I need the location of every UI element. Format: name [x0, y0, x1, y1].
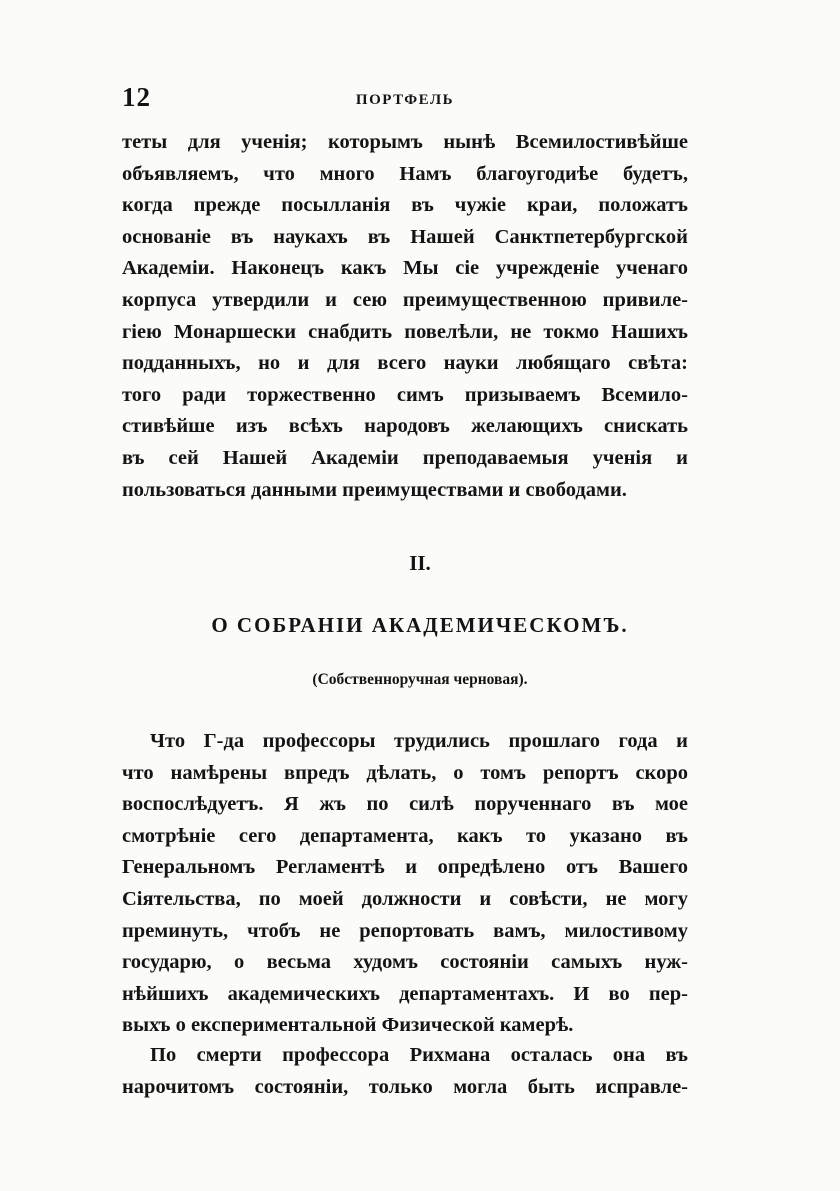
page-header [122, 82, 688, 122]
text-line: Академіи. Наконецъ какъ Мы сіе учрежденіе ученаго [122, 257, 688, 280]
paragraph-1 [122, 726, 688, 1042]
text-line: когда прежде посылланія въ чужіе краи, положатъ [122, 194, 688, 217]
text-line: подданныхъ, но и для всего науки любящаго свѣта: [122, 352, 688, 375]
text-line: нѣйшихъ академическихъ департаментахъ. И во пер- [122, 982, 688, 1005]
text-line: корпуса утвердили и сею преимущественною привиле- [122, 288, 688, 311]
text-line: теты для ученія; которымъ нынѣ Всемилостивѣйше [122, 131, 688, 153]
text-line: гіею Монаршески снабдить повелѣли, не токмо Нашихъ [122, 320, 688, 343]
text-line: стивѣйше изъ всѣхъ народовъ желающихъ снискать [122, 415, 688, 438]
text-line: воспослѣдуетъ. Я жъ по силѣ порученнаго въ мое [122, 793, 688, 816]
text-line: объявляемъ, что много Намъ благоугодиѣе будетъ, [122, 162, 688, 185]
text-line: преминуть, чтобъ не репортовать вамъ, милостивому [122, 919, 688, 942]
running-title: ПОРТФЕЛЬ [355, 92, 455, 108]
text-line: государю, о весьма худомъ состояніи самыхъ нуж- [122, 951, 688, 974]
text-line: пользоваться данными преимуществами и свободами. [122, 478, 627, 501]
text-line: Генеральномъ Регламентѣ и опредѣлено отъ Вашего [122, 856, 688, 879]
page-number: 12 [122, 82, 151, 112]
text-line: что намѣрены впредъ дѣлать, о томъ репортъ скоро [122, 761, 688, 784]
text-line: По смерти профессора Рихмана осталась она въ [150, 1044, 688, 1066]
section-subtitle: (Собственноручная черновая). [312, 671, 528, 688]
continuation-paragraph [122, 127, 688, 506]
paragraph-2 [122, 1040, 688, 1103]
text-line: выхъ о експериментальной Физической камерѣ. [122, 1014, 574, 1037]
text-line: Что Г-да профессоры трудились прошлаго года и [150, 730, 688, 752]
section-title: О СОБРАНІИ АКАДЕМИЧЕСКОМЪ. [211, 613, 629, 637]
text-line: смотрѣніе сего департамента, какъ то указано въ [122, 824, 688, 847]
text-line: нарочитомъ состояніи, только могла быть исправле- [122, 1075, 688, 1098]
text-line: Сіятельства, по моей должности и совѣсти, не могу [122, 887, 688, 910]
text-line: того ради торжественно симъ призываемъ Всемило- [122, 383, 688, 406]
section-number: II. [409, 551, 431, 575]
text-line: основаніе въ наукахъ въ Нашей Санктпетербургской [122, 225, 688, 248]
text-line: въ сей Нашей Академіи преподаваемыя ученія и [122, 446, 688, 469]
